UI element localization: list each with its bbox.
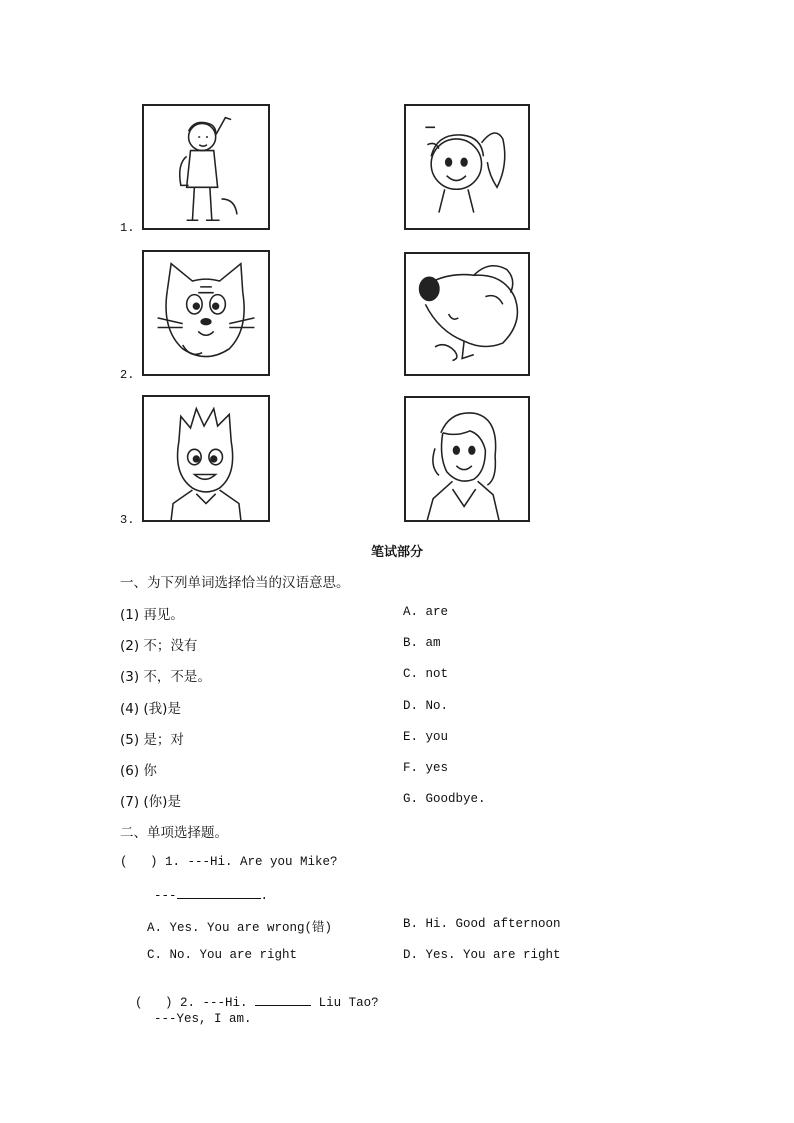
- vocab-item-7: (7) (你)是: [120, 794, 181, 810]
- question-1-option-d: D. Yes. You are right: [403, 948, 561, 962]
- option-d: D. No.: [403, 699, 449, 713]
- written-section-title: 笔试部分: [370, 545, 423, 560]
- option-g: G. Goodbye.: [403, 792, 486, 806]
- question-1-answer-line: [154, 886, 268, 903]
- item-number-3: 3.: [120, 513, 135, 527]
- picture-boy-spiky-hair: [142, 395, 270, 522]
- answer-suffix: .: [260, 889, 269, 903]
- question-2-stem: [120, 979, 379, 1010]
- option-b: B. am: [403, 636, 441, 650]
- question-1-option-b: B. Hi. Good afternoon: [403, 917, 561, 931]
- section2-heading: 二、单项选择题。: [120, 825, 228, 841]
- option-f: F. yes: [403, 761, 449, 775]
- answer-blank[interactable]: [177, 886, 261, 899]
- option-c: C. not: [403, 667, 449, 681]
- question-2-stem-prefix: ( ) 2. ---Hi.: [135, 996, 248, 1010]
- question-1-option-c: C. No. You are right: [147, 948, 298, 962]
- vocab-item-5: (5) 是；对: [120, 732, 184, 748]
- item-number-2: 2.: [120, 368, 135, 382]
- question-2-answer: ---Yes, I am.: [154, 1012, 252, 1026]
- option-e: E. you: [403, 730, 449, 744]
- section1-heading: 一、为下列单词选择恰当的汉语意思。: [120, 575, 350, 591]
- question-1-stem: ( ) 1. ---Hi. Are you Mike?: [120, 855, 338, 869]
- question-1-option-a: A. Yes. You are wrong(错): [147, 921, 333, 935]
- question-2-stem-suffix: Liu Tao?: [318, 996, 379, 1010]
- option-a: A. are: [403, 605, 449, 619]
- picture-woman: [404, 396, 530, 522]
- item-number-1: 1.: [120, 221, 135, 235]
- vocab-item-1: (1) 再见。: [120, 607, 184, 623]
- picture-boy-with-backpack: [142, 104, 270, 230]
- vocab-item-3: (3) 不，不是。: [120, 669, 211, 685]
- picture-mouse: [404, 252, 530, 376]
- picture-girl-ponytail: [404, 104, 530, 230]
- vocab-item-6: (6) 你: [120, 763, 157, 779]
- question-2-blank[interactable]: [255, 993, 311, 1006]
- answer-prefix: ---: [154, 889, 177, 903]
- vocab-item-2: (2) 不；没有: [120, 638, 198, 654]
- vocab-item-4: (4) (我)是: [120, 701, 181, 717]
- picture-cat: [142, 250, 270, 376]
